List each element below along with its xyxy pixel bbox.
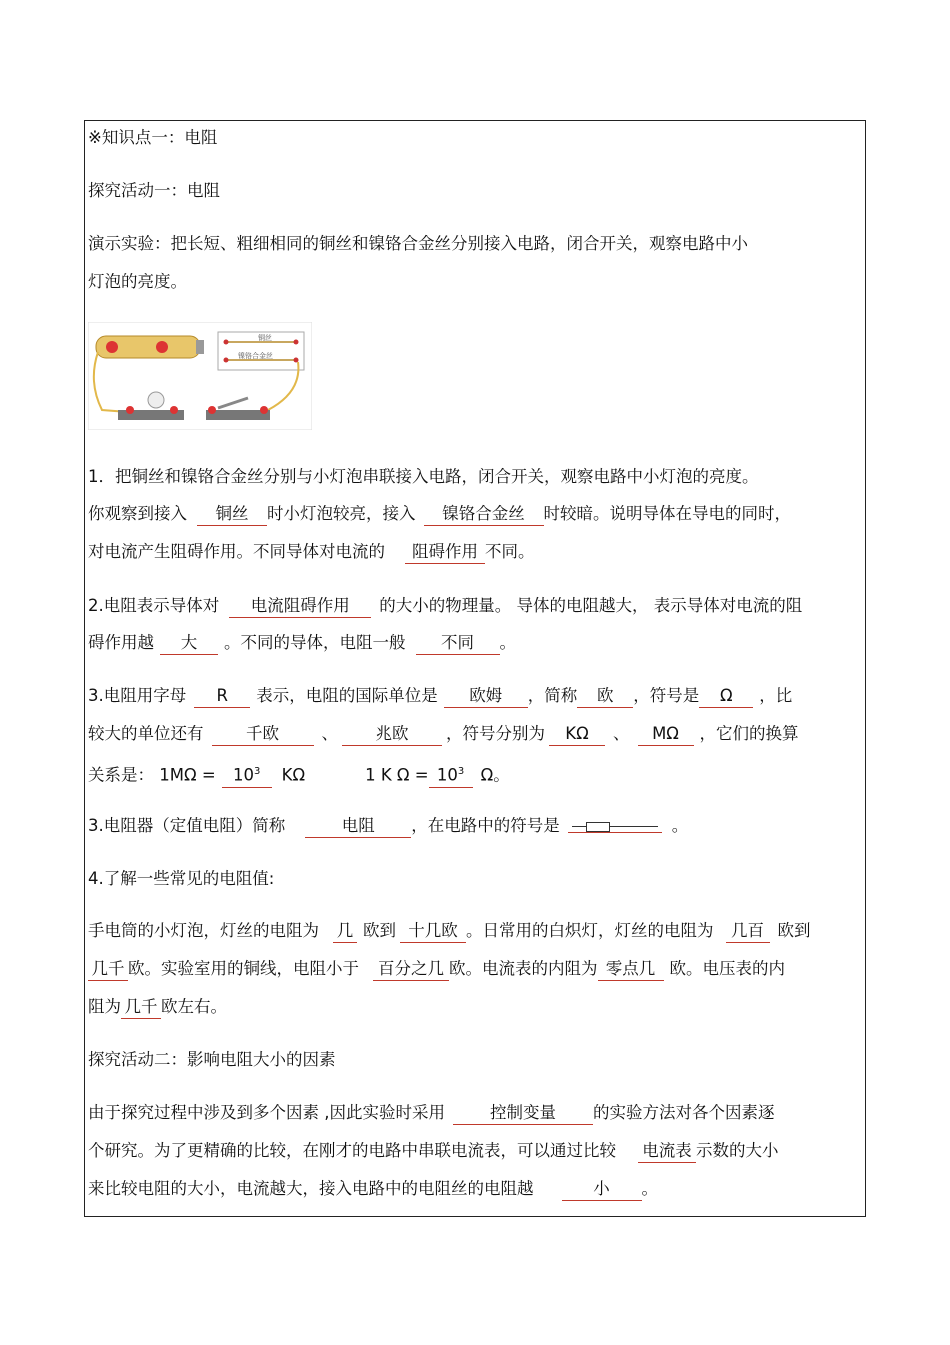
answer-blank: 阻碍作用 [405,541,485,564]
q1-text-e: 对电流产生阻碍作用。不同导体对电流的 [88,542,385,561]
q2-text-e: 。不同的导体，电阻一般 [224,633,406,652]
answer-blank: 电流阻碍作用 [229,595,371,618]
q3-text-m: KΩ [281,765,306,785]
q3-line-2 [88,723,799,746]
answer-blank: 不同 [416,632,500,655]
answer-blank: 几百 [726,920,770,943]
answer-blank [429,761,473,788]
answer-blank: 百分之几 [373,958,449,981]
q4-text-j: 欧左右。 [161,997,227,1016]
q3-text-k: ，它们的换算 [699,724,799,743]
q4-text-f: 欧。实验室用的铜线，电阻小于 [128,959,359,978]
q3-text-n: 1 K Ω = [365,765,429,785]
q3-text-o: Ω。 [480,765,510,785]
demo-line-2: 灯泡的亮度。 [88,272,187,291]
answer-blank: 几千 [88,958,128,981]
q2-text-a: 2.电阻表示导体对 [88,596,220,615]
q1-line-2 [88,503,791,526]
demo-line-1: 演示实验：把长短、粗细相同的铜丝和镍铬合金丝分别接入电路，闭合开关，观察电路中小 [88,234,748,253]
answer-blank: 电阻 [305,815,411,838]
circuit-figure [88,322,312,430]
q2-line-2 [88,632,516,655]
q2-text-d: 碍作用越 [88,633,154,652]
q3-text-g: 较大的单位还有 [88,724,204,743]
q3-text-l: 关系是： 1MΩ = [88,765,216,785]
exponent: 3 [253,766,261,777]
q3b-text-c: ，在电路中的符号是 [411,816,560,835]
q4-text-g: 欧。电流表的内阻为 [449,959,598,978]
q3b-line [88,815,688,838]
q3-text-h: 、 [321,724,338,743]
wire-label-1: 铜丝 [258,334,272,342]
q1-text-c: 时小灯泡较亮，接入 [267,504,416,523]
answer-blank: MΩ [638,723,694,746]
q4-line-1 [88,920,811,943]
answer-blank: 兆欧 [342,723,442,746]
answer-blank: 大 [160,632,218,655]
q3-line-1 [88,685,792,708]
q3-text-e: ，符号是 [633,686,700,705]
wire-label-2: 镍铬合金丝 [238,352,273,360]
q5-line-1 [88,1102,775,1125]
q5-line-3 [88,1178,658,1201]
exponent: 3 [457,766,465,777]
q1-line-3 [88,541,535,564]
q1-text-f: 不同。 [485,542,535,561]
answer-blank: Ω [699,685,753,708]
q5-text-d: 个研究。为了更精确的比较，在刚才的电路中串联电流表，可以通过比较 [88,1141,616,1160]
q4-text-h: 欧。电压表的内 [669,959,785,978]
q2-text-c: 的大小的物理量。 导体的电阻越大， 表示导体对电流的阻 [379,596,803,615]
q2-text-f: 。 [499,633,516,652]
q1-text-a: 你观察到接入 [88,504,187,523]
q5-text-c: 的实验方法对各个因素逐 [593,1103,775,1122]
q3-line-3 [88,761,510,788]
q5-line-2 [88,1140,779,1163]
resistor-symbol-icon [568,818,662,833]
section-title-1: ※知识点一：电阻 [88,128,218,147]
answer-blank: 十几欧 [400,920,466,943]
answer-blank: R [194,685,250,708]
q5-text-a: 由于探究过程中涉及到多个因素 ,因此实验时采用 [88,1103,445,1122]
answer-blank: 电流表 [638,1140,696,1163]
answer-blank: 零点几 [598,958,664,981]
q3b-text-a: 3.电阻器（定值电阻）简称 [88,816,286,835]
q3-text-f: ，比 [759,686,793,705]
answer-blank: 铜丝 [197,503,267,526]
answer-blank [222,761,272,788]
q4-text-i: 阻为 [88,997,121,1016]
q4-text-c: 欧到 [363,921,396,940]
answer-blank: 几千 [121,996,161,1019]
answer-blank: 欧 [577,685,633,708]
q3-text-d: ，简称 [527,686,578,705]
exponent-base: 10 [436,765,458,785]
q3-text-a: 3.电阻用字母 [88,686,187,705]
q3-text-j: 、 [613,724,630,743]
q1-text-d: 时较暗。说明导体在导电的同时， [543,504,791,523]
answer-blank: 小 [562,1178,642,1201]
q4-line-3 [88,996,227,1019]
answer-blank: 镍铬合金丝 [424,503,544,526]
answer-blank: 控制变量 [453,1102,593,1125]
q5-text-e: 示数的大小 [696,1141,779,1160]
q5-text-g: 。 [641,1179,658,1198]
section-title-2: 探究活动一：电阻 [88,181,220,200]
q4-text-a: 手电筒的小灯泡，灯丝的电阻为 [88,921,319,940]
q4-text-d: 。日常用的白炽灯，灯丝的电阻为 [466,921,714,940]
section-title-3: 探究活动二：影响电阻大小的因素 [88,1050,336,1069]
q1-line-1: 1．把铜丝和镍铬合金丝分别与小灯泡串联接入电路，闭合开关，观察电路中小灯泡的亮度。 [88,467,759,486]
q4-line-2 [88,958,785,981]
answer-blank: 几 [333,920,357,943]
q3b-text-d: 。 [671,816,689,835]
exponent-base: 10 [232,765,254,785]
q4-text-e: 欧到 [777,921,811,940]
q3-text-c: 表示，电阻的国际单位是 [256,686,438,705]
q3-text-i: ，符号分别为 [446,724,545,743]
answer-blank: 千欧 [212,723,314,746]
answer-blank: KΩ [549,723,605,746]
q2-line-1 [88,595,802,618]
q4-title: 4.了解一些常见的电阻值: [88,869,275,888]
answer-blank: 欧姆 [444,685,528,708]
q5-text-f: 来比较电阻的大小，电流越大，接入电路中的电阻丝的电阻越 [88,1179,534,1198]
